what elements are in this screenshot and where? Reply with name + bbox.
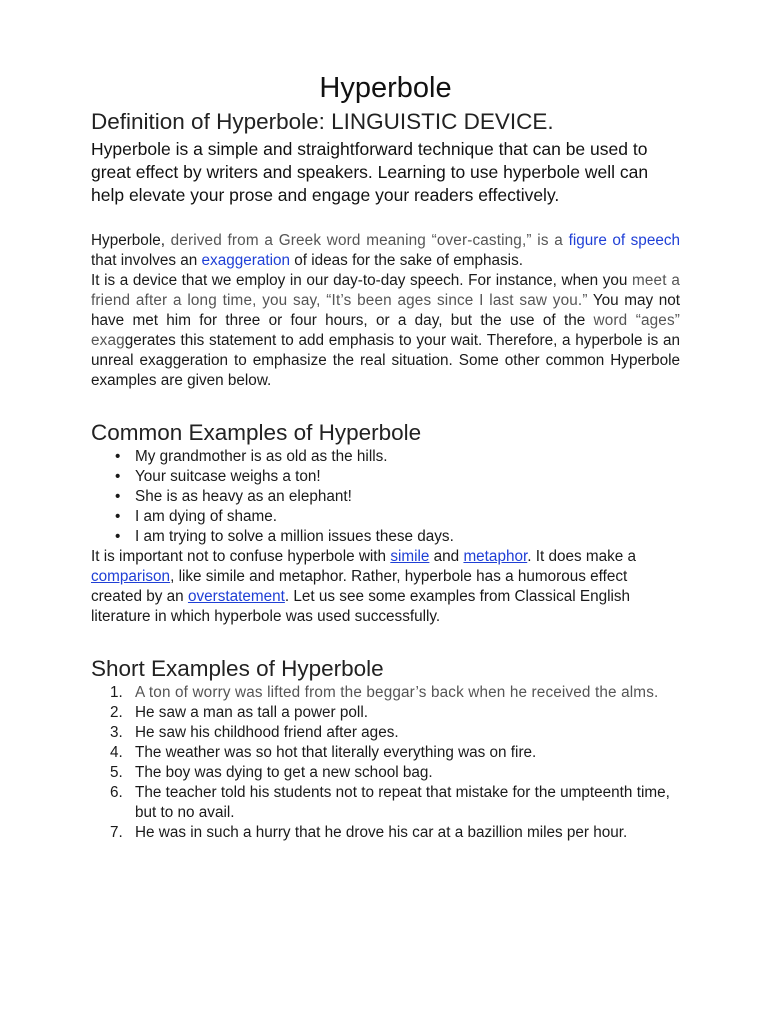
bullet-glyph: • — [115, 508, 121, 525]
bullet-glyph: • — [115, 448, 121, 465]
list-number: 6. — [110, 784, 123, 801]
list-item — [115, 447, 680, 467]
list-item-text: The weather was so hot that literally everything was on fire. — [135, 744, 537, 761]
comparison-text: and — [429, 548, 464, 565]
list-item — [110, 763, 680, 783]
bullet-glyph: • — [115, 468, 121, 485]
list-item-text: Your suitcase weighs a ton! — [135, 468, 321, 485]
list-item-text: She is as heavy as an elephant! — [135, 488, 352, 505]
comparison-text: It is important not to confuse hyperbole with — [91, 548, 391, 565]
list-item — [110, 743, 680, 763]
device-end: gerates this statement to add emphasis to your wait. Therefore, a hyperbole is an unreal exaggeration to emphasize the real situation. Some other common Hyperbole examples are given below. — [91, 332, 680, 389]
comparison-text: . Let us see some examples from Classical English literature in which hyperbole was used successfully. — [91, 588, 631, 625]
device-gray-text-2: word “ages” exag — [91, 312, 680, 349]
definition-heading: Definition of Hyperbole: LINGUISTIC DEVICE. — [91, 109, 554, 134]
list-item — [110, 703, 680, 723]
list-number: 1. — [110, 684, 123, 701]
comparison-text: . It does make a — [527, 548, 637, 565]
list-number: 2. — [110, 704, 123, 721]
list-item — [110, 723, 680, 743]
list-item — [110, 783, 680, 823]
common-examples-list — [91, 447, 680, 547]
comparison-text: , like simile and metaphor. Rather, hyperbole has a humorous effect created by an — [91, 568, 628, 605]
definition-gray-text: derived from a Greek word meaning “over-casting,” is a — [164, 232, 569, 249]
bullet-glyph: • — [115, 488, 121, 505]
list-number: 4. — [110, 744, 123, 761]
list-item — [115, 507, 680, 527]
device-mid: You may not have met him for three or four hours, or a day, but the use of the — [91, 292, 680, 329]
exaggeration-link[interactable]: exaggeration — [201, 252, 290, 269]
list-item — [115, 527, 680, 547]
list-item-text: I am dying of shame. — [135, 508, 277, 525]
definition-end: of ideas for the sake of emphasis. — [290, 252, 523, 269]
common-examples-heading: Common Examples of Hyperbole — [91, 420, 422, 445]
list-number: 5. — [110, 764, 123, 781]
page-title: Hyperbole — [319, 72, 452, 104]
metaphor-link[interactable]: metaphor — [463, 548, 528, 565]
figure-of-speech-link[interactable]: figure of speech — [568, 232, 680, 249]
list-item-text: The boy was dying to get a new school bag. — [135, 764, 433, 781]
device-start: It is a device that we employ in our day-to-day speech. For instance, when you — [91, 272, 632, 289]
device-paragraph — [91, 271, 680, 391]
list-number: 7. — [110, 824, 123, 841]
list-item-text: My grandmother is as old as the hills. — [135, 448, 388, 465]
definition-mid: that involves an — [91, 252, 202, 269]
list-item — [115, 467, 680, 487]
list-item — [110, 823, 680, 843]
short-examples-list — [91, 683, 680, 843]
list-item-text: The teacher told his students not to repeat that mistake for the umpteenth time, but to no avail. — [135, 784, 670, 821]
definition-paragraph — [91, 231, 680, 271]
overstatement-link[interactable]: overstatement — [187, 588, 285, 605]
list-item — [115, 487, 680, 507]
short-examples-heading: Short Examples of Hyperbole — [91, 656, 384, 681]
bullet-glyph: • — [115, 528, 121, 545]
list-item-text: He saw his childhood friend after ages. — [135, 724, 399, 741]
intro-paragraph: Hyperbole is a simple and straightforward technique that can be used to great effect by writers and speakers. Learning to use hyperbole well can help elevate your prose and engage your readers effectively. — [91, 139, 649, 205]
list-item — [110, 683, 680, 703]
list-item-text: A ton of worry was lifted from the beggar’s back when he received the alms. — [135, 684, 659, 701]
simile-link[interactable]: simile — [390, 548, 430, 565]
device-gray-text: meet a friend after a long time, you say, “It’s been ages since I last saw you.” — [91, 272, 681, 309]
list-item-text: He was in such a hurry that he drove his car at a bazillion miles per hour. — [135, 824, 628, 841]
list-number: 3. — [110, 724, 123, 741]
definition-start: Hyperbole, — [91, 232, 165, 249]
list-item-text: He saw a man as tall a power poll. — [135, 704, 368, 721]
comparison-paragraph — [91, 547, 680, 627]
list-item-text: I am trying to solve a million issues these days. — [135, 528, 454, 545]
comparison-link[interactable]: comparison — [91, 568, 171, 585]
